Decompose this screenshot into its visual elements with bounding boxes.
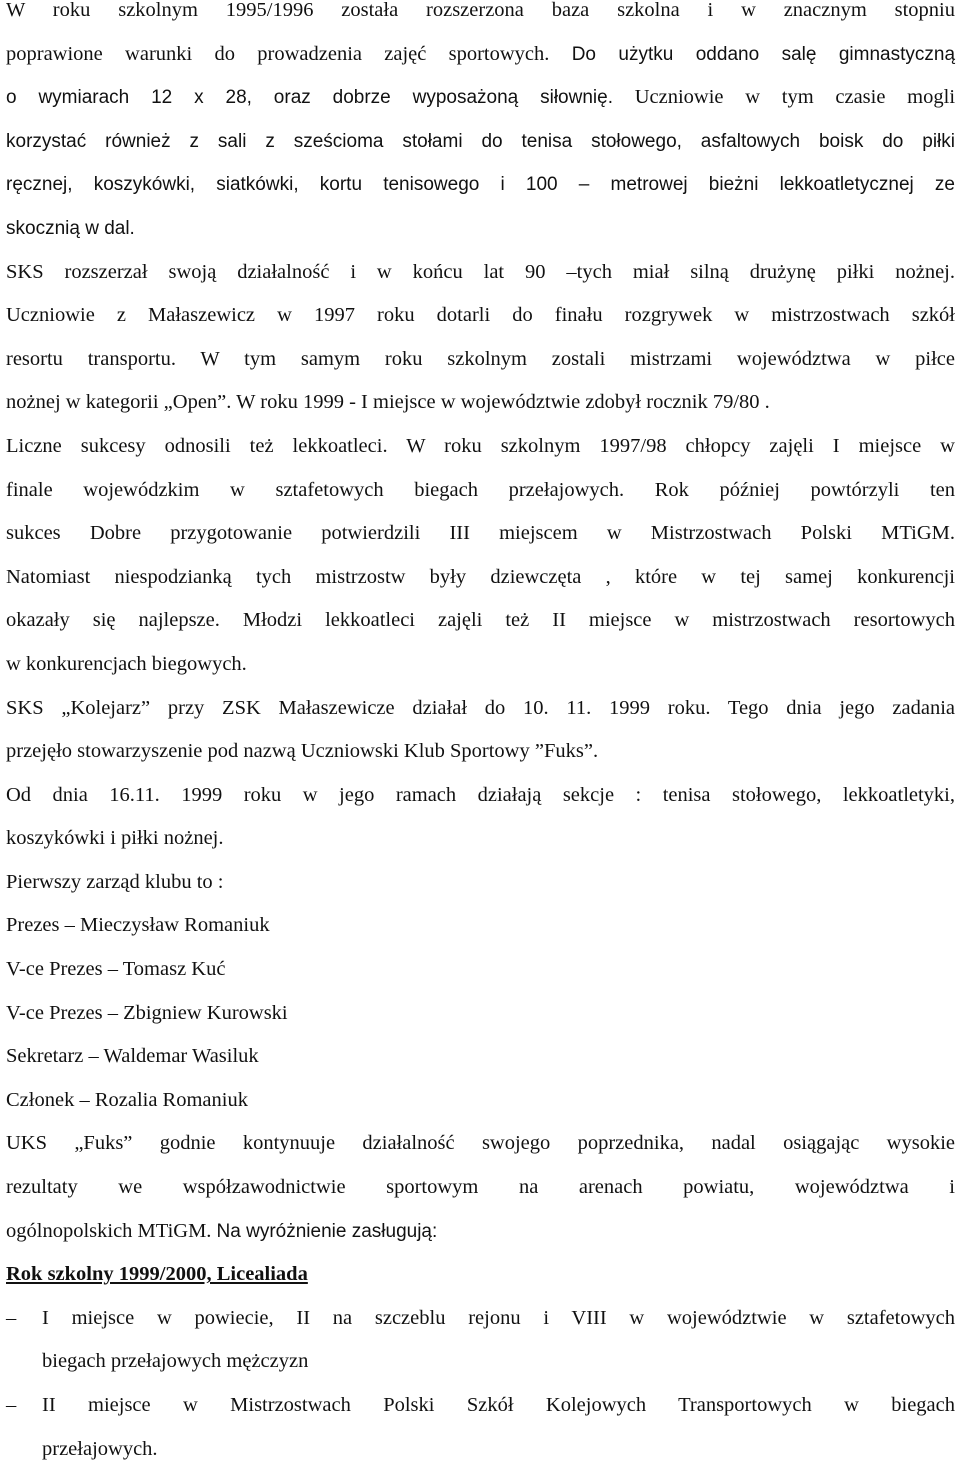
paragraph-facilities xyxy=(6,0,955,251)
text-line: W roku szkolnym 1995/1996 została rozszerzona baza szkolna i w znacznym stopniu xyxy=(6,0,955,21)
text-line: sukces Dobre przygotowanie potwierdzili III miejscem w Mistrzostwach Polski MTiGM. xyxy=(6,522,955,545)
text-line: przejęło stowarzyszenie pod nazwą Uczniowski Klub Sportowy ”Fuks”. xyxy=(6,740,599,763)
text-line: Natomiast niespodzianką tych mistrzostw były dziewczęta , które w tej samej konkurencji xyxy=(6,565,955,588)
text-line: Uczniowie z Małaszewicz w 1997 roku dotarli do finału rozgrywek w mistrzostwach szkół xyxy=(6,304,955,327)
text-line: o wymiarach 12 x 28, oraz dobrze wyposażoną siłownię. Uczniowie w tym czasie mogli xyxy=(6,86,956,109)
list-dash: – xyxy=(6,1394,17,1416)
list-item xyxy=(6,1297,955,1384)
text-line: rezultaty we współzawodnictwie sportowym na arenach powiatu, województwa i xyxy=(6,1176,955,1199)
text-line: resortu transportu. W tym samym roku szkolnym zostali mistrzami województwa w piłce xyxy=(6,347,955,370)
paragraph-sections xyxy=(6,774,955,861)
text-line: ręcznej, koszykówki, siatkówki, kortu tenisowego i 100 – metrowej bieżni lekkoatletycznej ze xyxy=(6,174,955,196)
board-member: Członek – Rozalia Romaniuk xyxy=(6,1088,248,1111)
text-line: SKS „Kolejarz” przy ZSK Małaszewicze działał do 10. 11. 1999 roku. Tego dnia jego zadania xyxy=(6,696,955,719)
achievement-list xyxy=(6,1297,955,1471)
text-line: skocznią w dal. xyxy=(6,217,135,239)
board-member: Prezes – Mieczysław Romaniuk xyxy=(6,914,270,937)
text-line: SKS rozszerzał swoją działalność i w końcu lat 90 –tych miał silną drużynę piłki nożnej. xyxy=(6,260,955,283)
board-member: V-ce Prezes – Zbigniew Kurowski xyxy=(6,1001,288,1024)
list-item-text: II miejsce w Mistrzostwach Polski Szkół Kolejowych Transportowych w biegach xyxy=(42,1394,955,1416)
text-line xyxy=(6,1384,955,1428)
paragraph-sks-results xyxy=(6,251,955,687)
text-line: korzystać również z sali z sześcioma stołami do tenisa stołowego, asfaltowych boisk do piłki xyxy=(6,130,955,152)
text-line: Od dnia 16.11. 1999 roku w jego ramach działają sekcje : tenisa stołowego, lekkoatletyki, xyxy=(6,783,955,806)
list-item-text: I miejsce w powiecie, II na szczeblu rejonu i VIII w województwie w sztafetowych xyxy=(42,1306,955,1329)
paragraph-kolejarz xyxy=(6,687,955,774)
text-line: w konkurencjach biegowych. xyxy=(6,652,247,675)
paragraph-uks xyxy=(6,1122,955,1253)
text-line: finale wojewódzkim w sztafetowych biegach przełajowych. Rok później powtórzyli ten xyxy=(6,478,955,501)
text-line: ogólnopolskich MTiGM. Na wyróżnienie zasługują: xyxy=(6,1219,438,1242)
board-member: Sekretarz – Waldemar Wasiluk xyxy=(6,1045,259,1068)
board-intro: Pierwszy zarząd klubu to : xyxy=(6,870,224,893)
text-line: przełajowych. xyxy=(42,1437,158,1460)
list-item xyxy=(6,1384,955,1471)
text-line: poprawione warunki do prowadzenia zajęć sportowych. Do użytku oddano salę gimnastyczną xyxy=(6,42,956,65)
section-heading: Rok szkolny 1999/2000, Licealiada xyxy=(6,1263,308,1286)
text-line: UKS „Fuks” godnie kontynuuje działalność swojego poprzednika, nadal osiągając wysokie xyxy=(6,1132,955,1155)
board-list xyxy=(6,861,955,1123)
list-dash: – xyxy=(6,1306,17,1329)
text-line: koszykówki i piłki nożnej. xyxy=(6,827,224,850)
text-line xyxy=(6,1297,955,1341)
text-line: Liczne sukcesy odnosili też lekkoatleci. W roku szkolnym 1997/98 chłopcy zajęli I miejsce w xyxy=(6,434,955,457)
text-line: okazały się najlepsze. Młodzi lekkoatleci zajęli też II miejsce w mistrzostwach resortowych xyxy=(6,609,955,632)
text-line: biegach przełajowych mężczyzn xyxy=(42,1350,309,1373)
board-member: V-ce Prezes – Tomasz Kuć xyxy=(6,958,226,981)
text-line: nożnej w kategorii „Open”. W roku 1999 - I miejsce w województwie zdobył rocznik 79/80 . xyxy=(6,391,770,414)
